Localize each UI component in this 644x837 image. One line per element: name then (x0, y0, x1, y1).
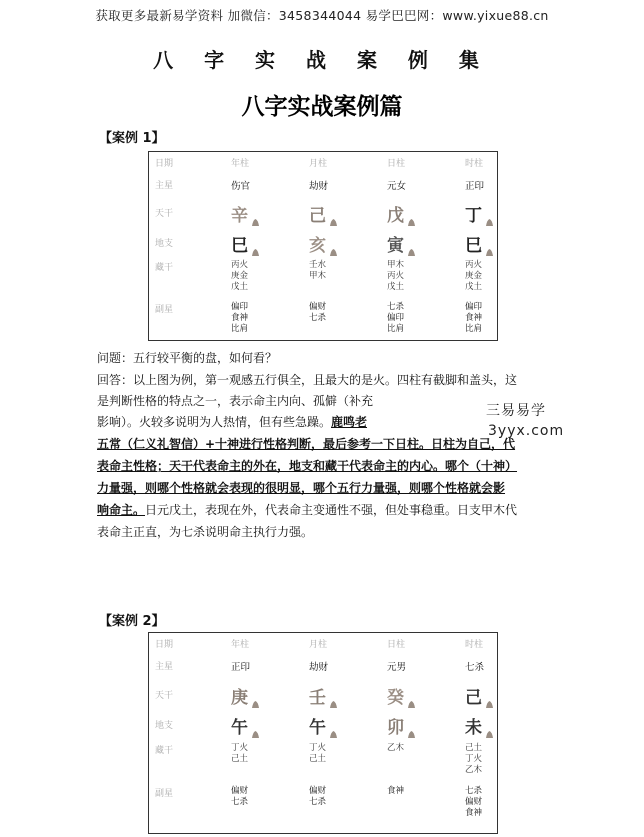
case2-label: 【案例 2】 (99, 614, 165, 629)
sub-star: 食神 (465, 808, 483, 818)
row-label: 地支 (155, 239, 174, 249)
answer-line-5: 表命主性格；天干代表命主的外在，地支和藏干代表命主的内心。哪个（十神） (97, 459, 518, 473)
book-title: 八 字 实 战 案 例 集 (153, 48, 491, 72)
heavenly-stem: 辛 (231, 201, 260, 226)
case1-question: 问题：五行较平衡的盘，如何看？ (97, 351, 278, 365)
answer-line-3b: 鹿鸣老 (331, 415, 368, 429)
sub-star: 比肩 (231, 324, 249, 334)
main-star: 元女 (387, 181, 407, 192)
element-icon (407, 724, 416, 733)
row-label: 日期 (155, 640, 174, 650)
main-star: 劫财 (309, 662, 329, 673)
hidden-stem: 丁火 (309, 743, 327, 753)
watermark-line-2: 3yyx.com (488, 423, 565, 439)
pillar-header: 月柱 (309, 640, 328, 650)
main-star: 正印 (231, 662, 251, 673)
answer-line-2: 是判断性格的特点之一，表示命主内向、孤僻（补充 (97, 394, 374, 408)
main-star: 元男 (387, 662, 407, 673)
element-icon (329, 212, 338, 221)
sub-star: 偏印 (465, 302, 483, 312)
hidden-stem: 己土 (231, 754, 249, 764)
answer-line-7a: 响命主。 (97, 503, 146, 517)
hidden-stem: 丙火 (387, 271, 405, 281)
earthly-branch: 亥 (309, 231, 338, 256)
sub-star: 七杀 (309, 797, 327, 807)
element-icon (329, 694, 338, 703)
row-label: 天干 (155, 691, 174, 701)
element-icon (251, 694, 260, 703)
sub-star: 偏印 (387, 313, 405, 323)
element-icon (329, 724, 338, 733)
hidden-stem: 丙火 (231, 260, 249, 270)
element-icon (251, 212, 260, 221)
heavenly-stem: 戊 (387, 201, 416, 226)
hidden-stem: 乙木 (387, 743, 405, 753)
main-star: 劫财 (309, 181, 329, 192)
element-icon (251, 242, 260, 251)
row-label: 副星 (155, 789, 174, 799)
element-icon (485, 724, 494, 733)
row-label: 副星 (155, 305, 174, 315)
hidden-stem: 丙火 (465, 260, 483, 270)
row-label: 藏干 (155, 263, 174, 273)
pillar-header: 日柱 (387, 640, 406, 650)
pillar-header: 日柱 (387, 159, 406, 169)
heavenly-stem: 癸 (387, 683, 416, 708)
hidden-stem: 戊土 (231, 282, 249, 292)
section-title: 八字实战案例篇 (241, 94, 403, 120)
sub-star: 七杀 (309, 313, 327, 323)
row-label: 地支 (155, 721, 174, 731)
row-label: 主星 (155, 181, 174, 191)
main-star: 伤官 (231, 181, 251, 192)
row-label: 藏干 (155, 746, 174, 756)
heavenly-stem: 己 (309, 201, 338, 226)
main-star: 正印 (465, 181, 485, 192)
answer-line-6: 力量强，则哪个性格就会表现的很明显，哪个五行力量强，则哪个性格就会影 (97, 481, 506, 495)
earthly-branch: 巳 (231, 231, 260, 256)
hidden-stem: 甲木 (309, 271, 327, 281)
element-icon (485, 212, 494, 221)
pillar-header: 年柱 (231, 640, 250, 650)
earthly-branch: 卯 (387, 713, 416, 738)
row-label: 日期 (155, 159, 174, 169)
hidden-stem: 己土 (465, 743, 483, 753)
answer-line-7 (97, 500, 557, 521)
answer-line-8: 表命主正直，为七杀说明命主执行力强。 (97, 525, 314, 539)
sub-star: 比肩 (465, 324, 483, 334)
pillar-header: 年柱 (231, 159, 250, 169)
sub-star: 七杀 (465, 786, 483, 796)
answer-line-3a: 影响）。火较多说明为人热情，但有些急躁。 (97, 415, 332, 429)
pillar-header: 时柱 (465, 159, 484, 169)
sub-star: 偏财 (231, 786, 249, 796)
row-label: 天干 (155, 209, 174, 219)
case1-bazi-chart (148, 151, 498, 341)
earthly-branch: 午 (309, 713, 338, 738)
hidden-stem: 庚金 (465, 271, 483, 281)
pillar-header: 时柱 (465, 640, 484, 650)
answer-line-1: 回答：以上图为例，第一观感五行俱全，且最大的是火。四柱有截脚和盖头，这 (97, 373, 518, 387)
heavenly-stem: 己 (465, 683, 494, 708)
row-label: 主星 (155, 662, 174, 672)
hidden-stem: 甲木 (387, 260, 405, 270)
earthly-branch: 未 (465, 713, 494, 738)
heavenly-stem: 壬 (309, 683, 338, 708)
element-icon (485, 242, 494, 251)
sub-star: 食神 (465, 313, 483, 323)
hidden-stem: 戊土 (465, 282, 483, 292)
element-icon (407, 212, 416, 221)
earthly-branch: 午 (231, 713, 260, 738)
sub-star: 比肩 (387, 324, 405, 334)
sub-star: 偏财 (465, 797, 483, 807)
answer-line-4: 五常（仁义礼智信）+十神进行性格判断，最后参考一下日柱。日柱为自己，代 (97, 437, 516, 451)
sub-star: 食神 (387, 786, 405, 796)
hidden-stem: 壬水 (309, 260, 327, 270)
element-icon (485, 694, 494, 703)
case1-label: 【案例 1】 (99, 131, 165, 146)
sub-star: 七杀 (231, 797, 249, 807)
sub-star: 偏财 (309, 302, 327, 312)
hidden-stem: 戊土 (387, 282, 405, 292)
sub-star: 七杀 (387, 302, 405, 312)
earthly-branch: 巳 (465, 231, 494, 256)
element-icon (407, 242, 416, 251)
element-icon (407, 694, 416, 703)
main-star: 七杀 (465, 662, 485, 673)
hidden-stem: 丁火 (465, 754, 483, 764)
hidden-stem: 丁火 (231, 743, 249, 753)
page-header: 获取更多最新易学资料 加微信：3458344044 易学巴巴网：www.yixue88.cn (95, 8, 549, 23)
pillar-header: 月柱 (309, 159, 328, 169)
answer-line-7b: 日元戊土，表现在外，代表命主变通性不强，但处事稳重。日支甲木代 (145, 503, 518, 517)
hidden-stem: 庚金 (231, 271, 249, 281)
hidden-stem: 乙木 (465, 765, 483, 775)
earthly-branch: 寅 (387, 231, 416, 256)
hidden-stem: 己土 (309, 754, 327, 764)
element-icon (251, 724, 260, 733)
heavenly-stem: 丁 (465, 201, 494, 226)
sub-star: 食神 (231, 313, 249, 323)
sub-star: 偏印 (231, 302, 249, 312)
heavenly-stem: 庚 (231, 683, 260, 708)
sub-star: 偏财 (309, 786, 327, 796)
case2-bazi-chart (148, 632, 498, 834)
watermark-line-1: 三易易学 (486, 403, 546, 419)
element-icon (329, 242, 338, 251)
